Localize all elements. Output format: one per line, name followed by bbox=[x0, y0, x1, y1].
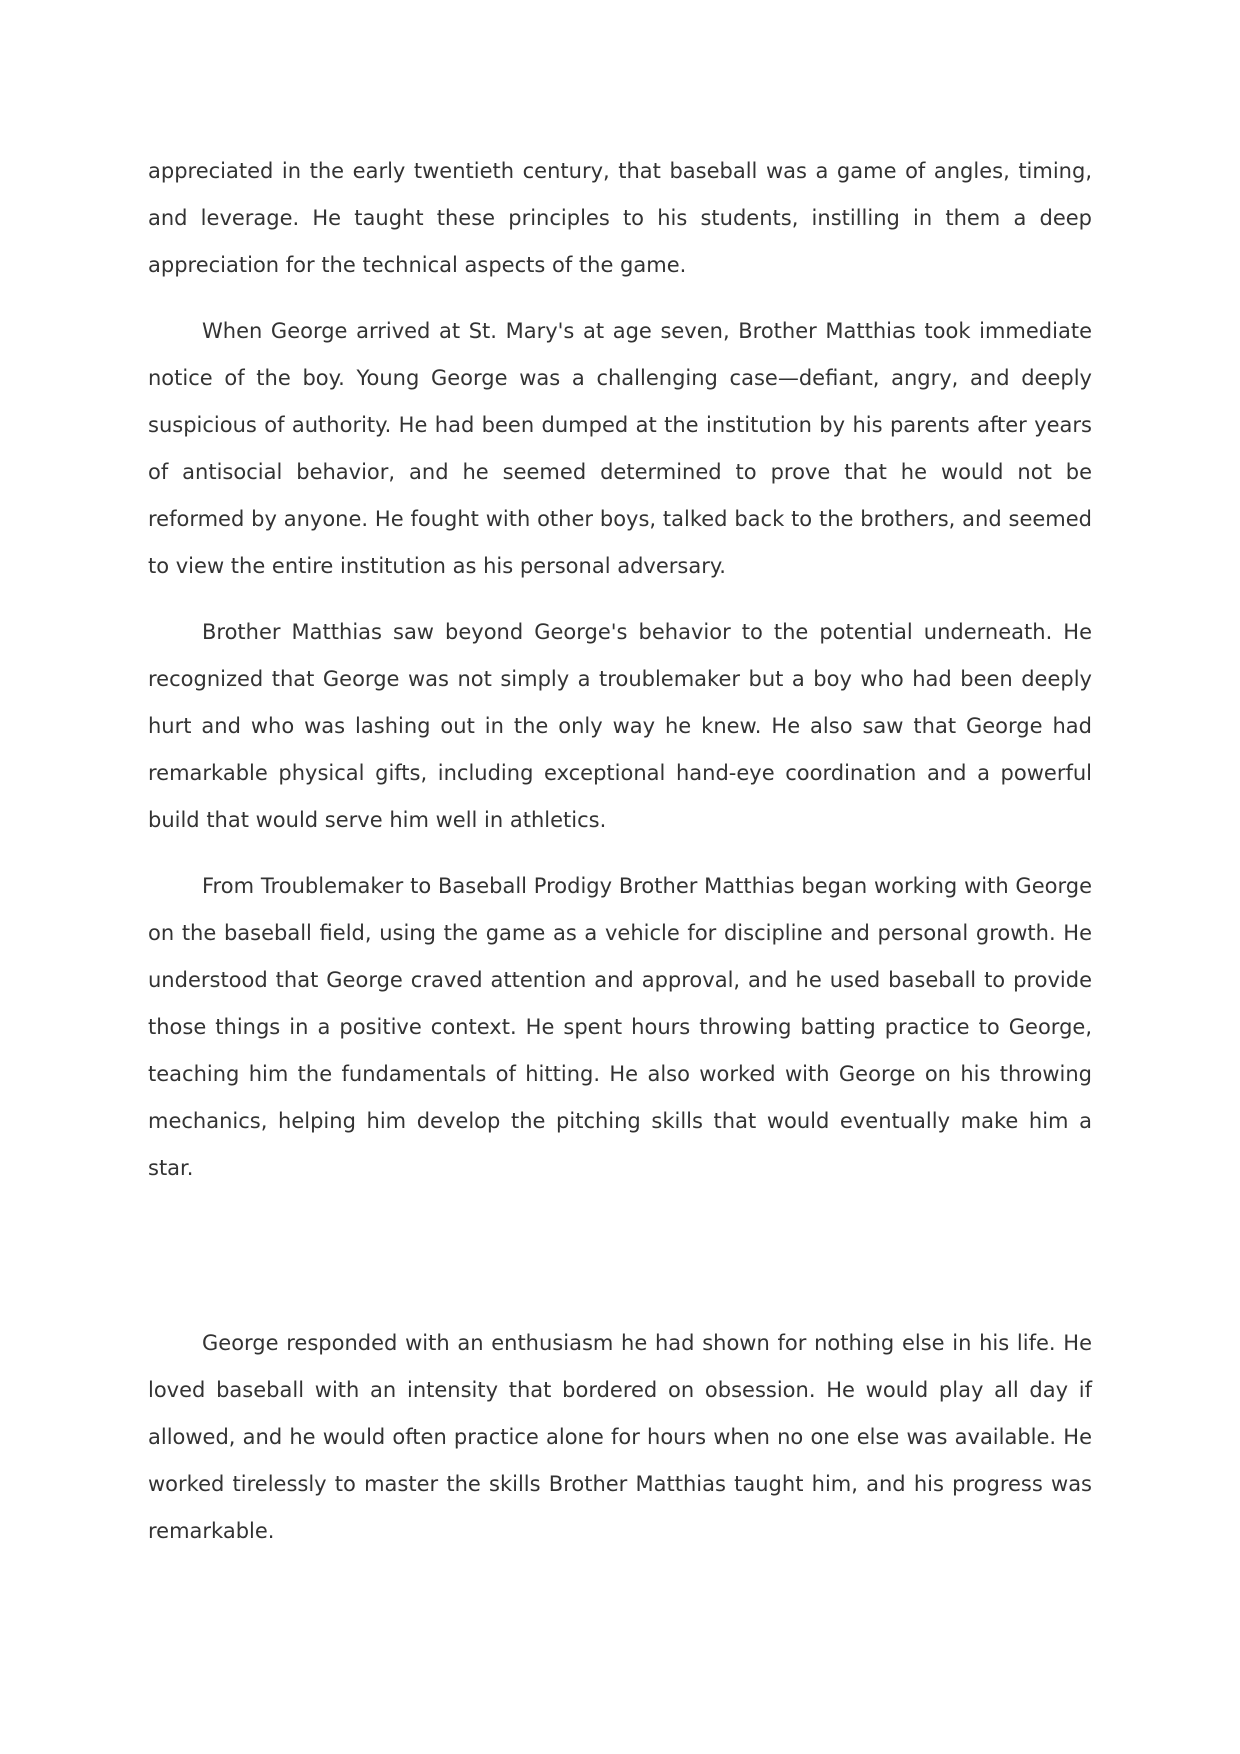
text-block-lower bbox=[148, 1320, 1092, 1555]
paragraph-5: George responded with an enthusiasm he had shown for nothing else in his life. He loved baseball with an intensity that bordered on obsession. He would play all day if allowed, and he would often practice alone for hours when no one else was available. He worked tirelessly to master the skills Brother Matthias taught him, and his progress was remarkable. bbox=[148, 1331, 1092, 1543]
paragraph-2: When George arrived at St. Mary's at age seven, Brother Matthias took immediate notice of the boy. Young George was a challenging case—defiant, angry, and deeply suspicious of authority. He had been dumped at the institution by his parents after years of antisocial behavior, and he seemed determined to prove that he would not be reformed by anyone. He fought with other boys, talked back to the brothers, and seemed to view the entire institution as his personal adversary. bbox=[148, 319, 1092, 578]
paragraph-3: Brother Matthias saw beyond George's behavior to the potential underneath. He recognized that George was not simply a troublemaker but a boy who had been deeply hurt and who was lashing out in the only way he knew. He also saw that George had remarkable physical gifts, including exceptional hand-eye coordination and a powerful build that would serve him well in athletics. bbox=[148, 620, 1092, 832]
paragraph-1: appreciated in the early twentieth century, that baseball was a game of angles, timing, and leverage. He taught these principles to his students, instilling in them a deep appreciation for the technical aspects of the game. bbox=[148, 159, 1092, 277]
text-block-upper bbox=[148, 148, 1092, 1192]
paragraph-4: From Troublemaker to Baseball Prodigy Brother Matthias began working with George on the baseball field, using the game as a vehicle for discipline and personal growth. He understood that George craved attention and approval, and he used baseball to provide those things in a positive context. He spent hours throwing batting practice to George, teaching him the fundamentals of hitting. He also worked with George on his throwing mechanics, helping him develop the pitching skills that would eventually make him a star. bbox=[148, 874, 1092, 1180]
